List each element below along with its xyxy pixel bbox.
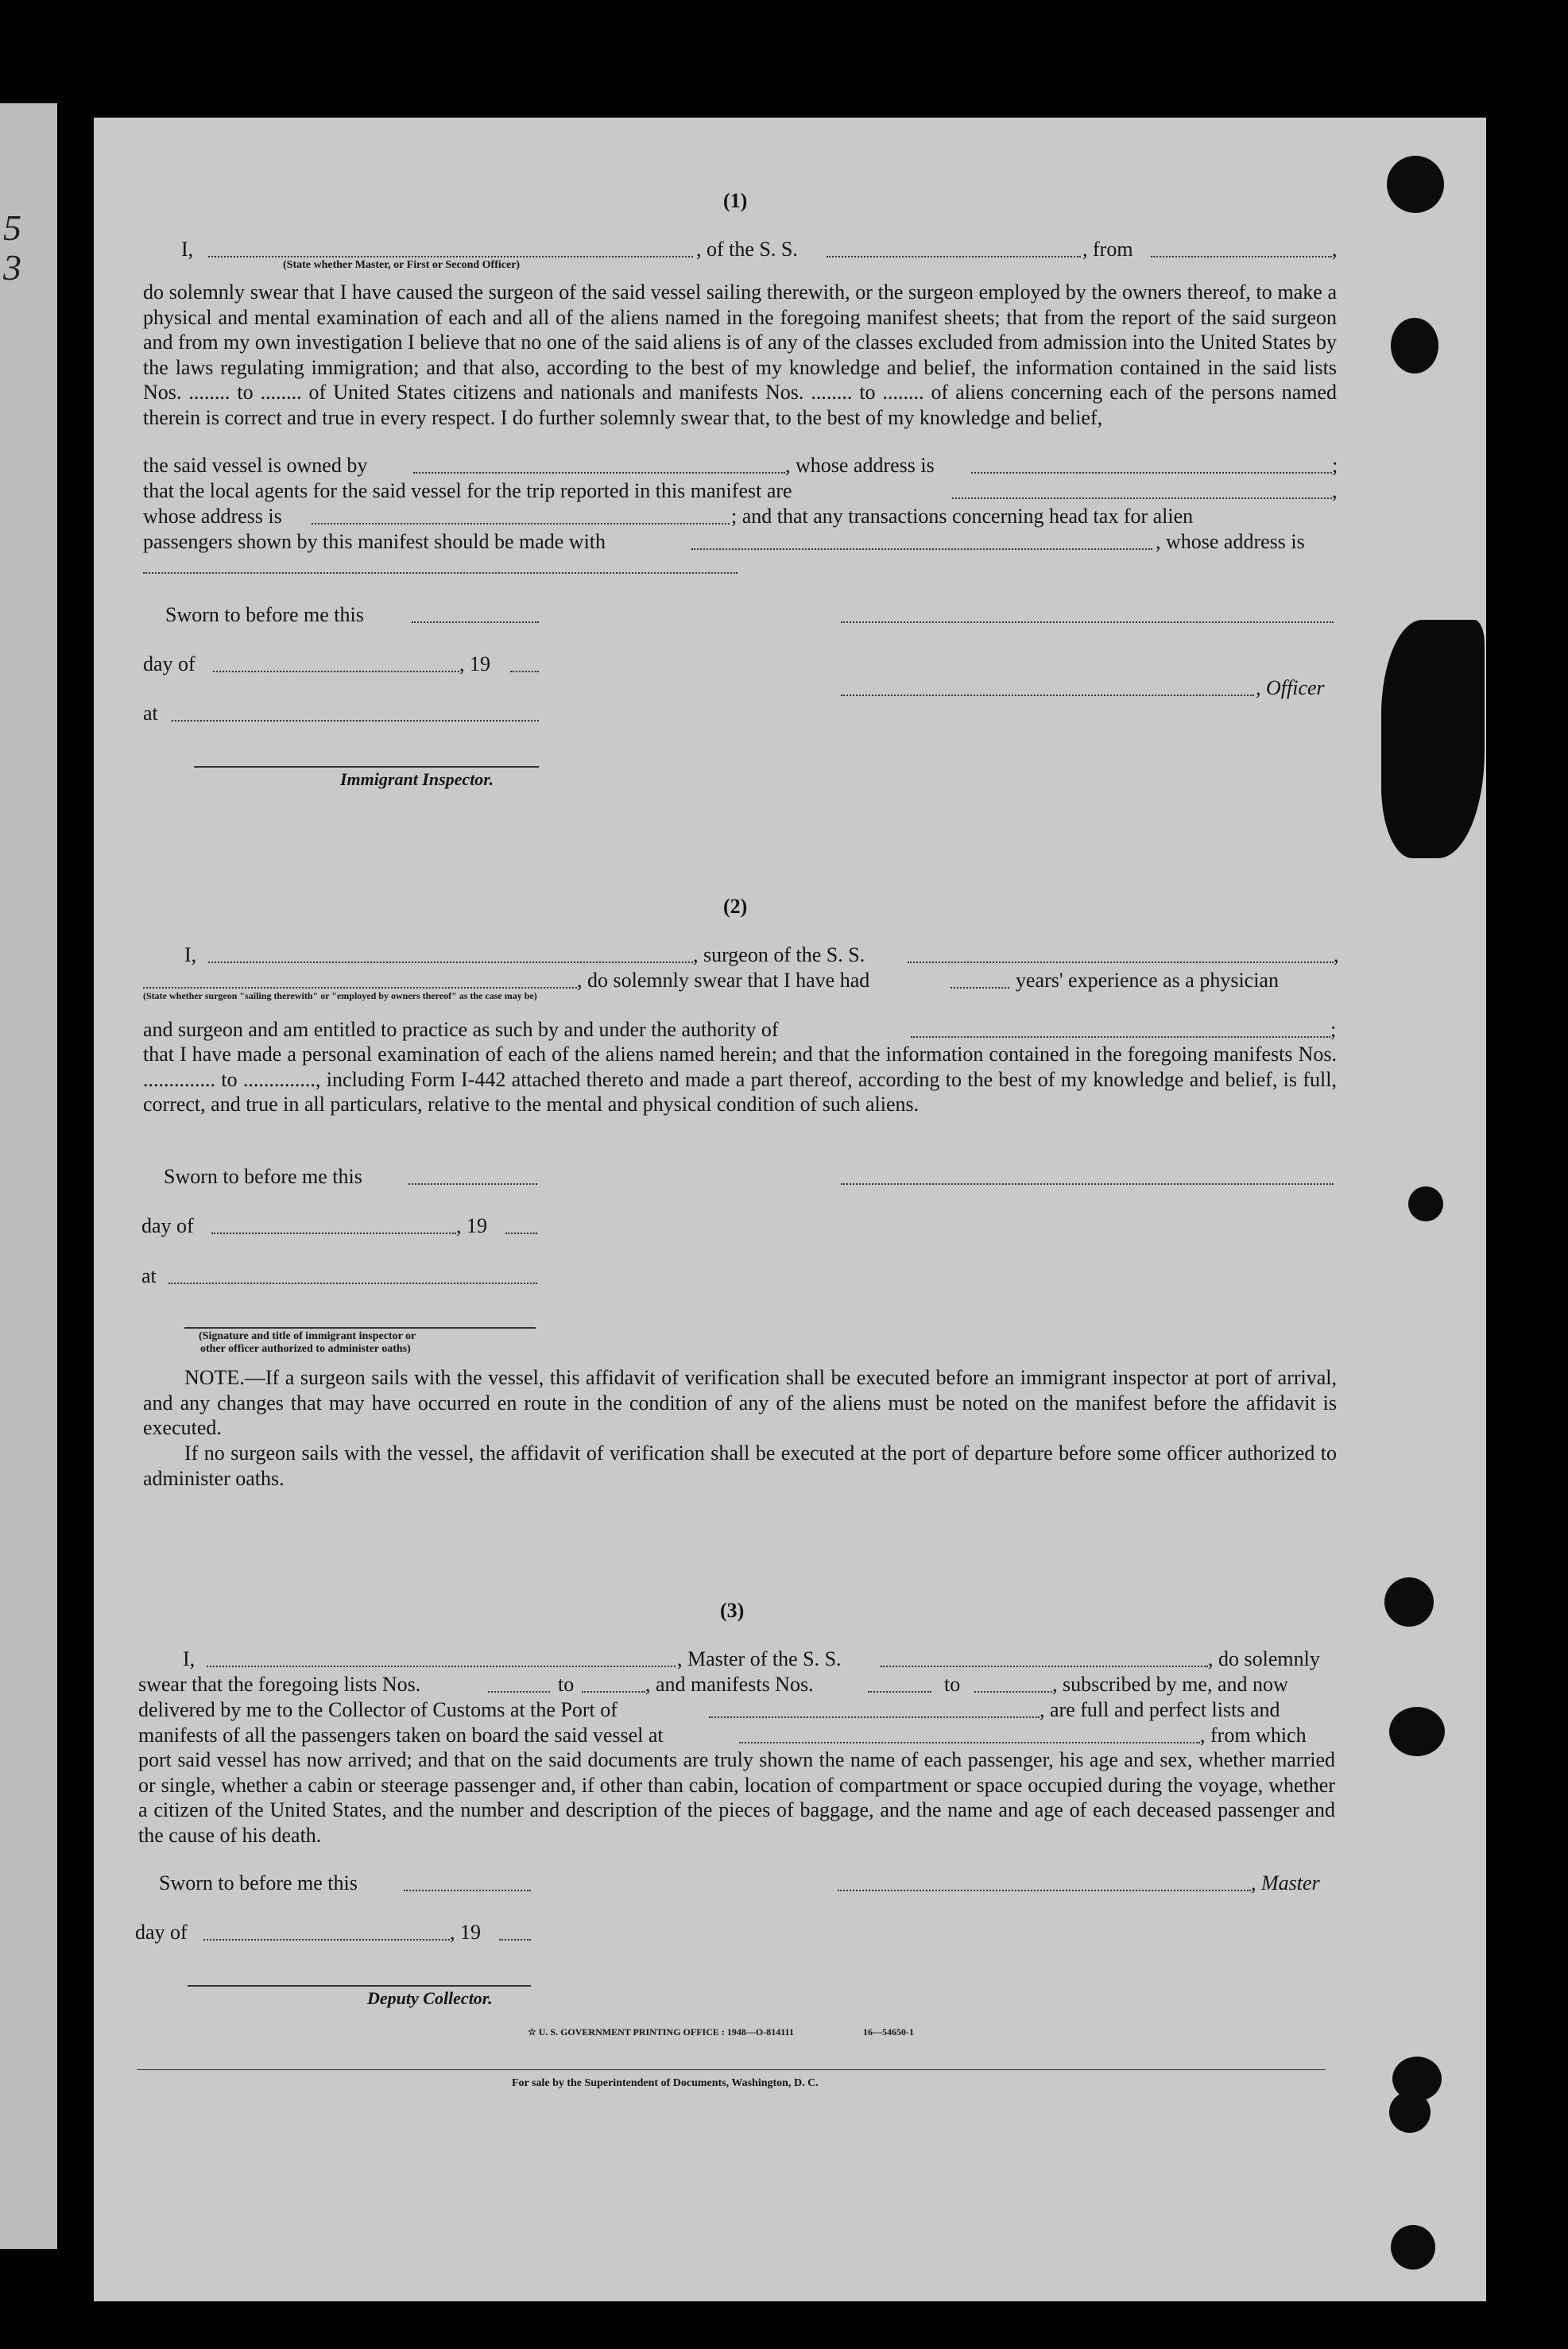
s3-year-label: , 19 — [450, 1921, 481, 1944]
footer-rule — [137, 2069, 1326, 2070]
s3-master-signature-field[interactable] — [838, 1890, 1251, 1891]
s1-inspector-label: Immigrant Inspector. — [340, 769, 494, 789]
s2-month-field[interactable] — [211, 1233, 456, 1234]
s2-authority-field[interactable] — [911, 1036, 1330, 1038]
s1-officer-label: , Officer — [1256, 676, 1325, 699]
s1-agents-label: that the local agents for the said vessel for the trip reported in this manifest are — [143, 479, 792, 502]
s2-swear-text: , do solemnly swear that I have had — [577, 969, 870, 992]
s2-sworn-label: Sworn to before me this — [164, 1165, 362, 1188]
s3-sworn-day-field[interactable] — [404, 1890, 531, 1891]
s1-whose-address-label: whose address is — [143, 505, 282, 528]
s3-to-1: to — [558, 1673, 575, 1696]
section-3-number: (3) — [720, 1599, 745, 1622]
punch-hole — [1384, 1577, 1434, 1627]
s1-head-tax-party-field[interactable] — [691, 548, 1152, 550]
s2-note-1-text: —If a surgeon sails with the vessel, this affidavit of verification shall be executed before an immigrant inspector at port of arrival, and any changes that may have occurred en route in the condition of any of the aliens must be noted on the manifest before the affidavit is executed. — [143, 1366, 1337, 1439]
s3-taken-label: manifests of all the passengers taken on board the said vessel at — [138, 1724, 664, 1747]
s3-departure-field[interactable] — [739, 1742, 1200, 1743]
document-page — [94, 118, 1486, 2301]
s3-sworn-label: Sworn to before me this — [159, 1871, 358, 1894]
s1-of-ss: , of the S. S. — [696, 238, 798, 261]
s3-name-field[interactable] — [207, 1666, 676, 1667]
s3-manifests-from-field[interactable] — [868, 1691, 931, 1693]
s1-from: , from — [1082, 238, 1133, 261]
s1-owner-address-field[interactable] — [971, 472, 1332, 474]
s1-whose-address-2: , whose address is — [1156, 530, 1305, 553]
s3-i: I, — [183, 1647, 196, 1670]
punch-hole — [1387, 156, 1444, 213]
s2-experience-text: years' experience as a physician — [1016, 969, 1279, 992]
s1-officer-signature-field[interactable] — [841, 621, 1334, 623]
s3-collector-signature-line[interactable] — [188, 1985, 531, 1987]
s1-passengers-label: passengers shown by this manifest should be made with — [143, 530, 606, 553]
s1-owner-address-label: , whose address is — [785, 454, 935, 477]
s1-agents-address-field[interactable] — [312, 523, 730, 524]
s3-collector-label: Deputy Collector. — [367, 1988, 493, 2008]
s1-at-label: at — [143, 702, 158, 725]
s1-i: I, — [181, 238, 194, 261]
form-number: 16—54650-1 — [863, 2026, 914, 2037]
margin-mark-2: 3 — [3, 247, 21, 288]
s2-role-field[interactable] — [143, 987, 577, 989]
s3-perfect-lists-text: , are full and perfect lists and — [1040, 1698, 1280, 1721]
s1-name-field[interactable] — [208, 256, 693, 257]
s2-authority-label: and surgeon and am entitled to practice as such by and under the authority of — [143, 1018, 779, 1041]
s3-lists-from-field[interactable] — [488, 1691, 550, 1693]
s2-year-label: , 19 — [456, 1214, 487, 1237]
s3-port-label: delivered by me to the Collector of Customs at the Port of — [138, 1698, 618, 1721]
s3-master-label: , Master — [1251, 1871, 1320, 1894]
punch-hole — [1391, 2225, 1435, 2270]
s1-comma-2: , — [1332, 479, 1338, 502]
s1-sworn-day-field[interactable] — [412, 621, 539, 623]
section-1-number: (1) — [723, 189, 748, 212]
s2-comma: , — [1334, 943, 1339, 966]
printing-office-line: ☆ U. S. GOVERNMENT PRINTING OFFICE : 1948—O-814111 — [528, 2026, 794, 2037]
s1-from-field[interactable] — [1151, 256, 1332, 257]
s3-oath-paragraph: port said vessel has now arrived; and that on the said documents are truly shown the name of each passenger, his age and sex, whether married or single, whether a cabin or steerage passenger and, if other than cabin, location of compartment or space occupied during the voyage, whether a citizen of the United States, and the number and description of the pieces of baggage, and the name and age of each deceased passenger and the cause of his death. — [138, 1748, 1335, 1847]
punch-hole — [1408, 1186, 1443, 1221]
s1-head-tax-text: ; and that any transactions concerning head tax for alien — [731, 505, 1194, 528]
s1-inspector-signature-line[interactable] — [194, 766, 539, 768]
s3-from-which: , from which — [1200, 1724, 1307, 1747]
s2-i: I, — [184, 943, 197, 966]
s2-year-field[interactable] — [505, 1233, 537, 1234]
s2-years-field[interactable] — [950, 987, 1009, 989]
s3-month-field[interactable] — [203, 1939, 450, 1941]
s2-semicolon: ; — [1330, 1018, 1337, 1041]
s2-name-field[interactable] — [208, 962, 693, 963]
s2-sworn-day-field[interactable] — [408, 1183, 537, 1185]
s3-lists-to-field[interactable] — [582, 1691, 645, 1693]
punch-hole — [1391, 318, 1438, 373]
s2-signature-note-2: other officer authorized to administer oaths) — [200, 1343, 411, 1355]
s2-surgeon-signature-field[interactable] — [841, 1183, 1334, 1185]
s3-manifests-to-field[interactable] — [974, 1691, 1052, 1693]
s3-lists-label: swear that the foregoing lists Nos. — [138, 1673, 421, 1696]
s2-oath-paragraph: that I have made a personal examination of each of the aliens named herein; and that the information contained in the foregoing manifests Nos. .............. to .............., including Form I-442 attached thereto and made a part thereof, according to the best of my knowledge and belief, is full, correct, and true in all particulars, relative to the mental and physical condition of such aliens. — [143, 1043, 1337, 1116]
s2-signature-note-1: (Signature and title of immigrant inspector or — [199, 1330, 416, 1342]
s1-month-field[interactable] — [213, 671, 459, 672]
s2-note-2: If no surgeon sails with the vessel, the affidavit of verification shall be executed at the port of departure before some officer authorized to administer oaths. — [143, 1442, 1337, 1490]
s2-at-label: at — [141, 1264, 157, 1287]
s1-officer-title-field[interactable] — [841, 695, 1254, 696]
s2-note-1 — [143, 1365, 1337, 1441]
s1-day-of-label: day of — [143, 652, 196, 675]
sale-notice: For sale by the Superintendent of Documents, Washington, D. C. — [512, 2077, 819, 2089]
s1-oath-paragraph: do solemnly swear that I have caused the surgeon of the said vessel sailing therewith, or the surgeon employed by the owners thereof, to make a physical and mental examination of each and all of the aliens named in the foregoing manifest sheets; that from the report of the said surgeon and from my own investigation I believe that no one of the said aliens is of any of the classes excluded from admission into the United States by the laws regulating immigration; and that also, according to the best of my knowledge and belief, the information contained in the said lists Nos. ........ to ........ of United States citizens and nationals and manifests Nos. ........ to ........ of aliens concerning each of the persons named therein is correct and true in every respect. I do further solemnly swear that, to the best of my knowledge and belief, — [143, 281, 1337, 429]
s3-to-2: to — [944, 1673, 961, 1696]
punch-hole — [1389, 2092, 1431, 2133]
s2-surgeon-of: , surgeon of the S. S. — [693, 943, 865, 966]
s3-port-field[interactable] — [709, 1716, 1040, 1718]
s2-intro-note: (State whether surgeon "sailing therewith" or "employed by owners thereof" as the case may be) — [143, 990, 537, 1001]
s1-owner-field[interactable] — [413, 472, 785, 474]
section-2-number: (2) — [723, 895, 748, 918]
s2-ship-field[interactable] — [908, 962, 1334, 963]
s1-year-field[interactable] — [510, 671, 539, 672]
s1-sworn-label: Sworn to before me this — [165, 603, 364, 626]
s3-solemnly: , do solemnly — [1208, 1647, 1320, 1670]
s3-manifests-label: , and manifests Nos. — [645, 1673, 814, 1696]
s3-ship-field[interactable] — [881, 1666, 1208, 1667]
s2-note-label: NOTE. — [184, 1366, 245, 1389]
s3-day-of-label: day of — [135, 1921, 188, 1944]
torn-edge — [1381, 620, 1485, 858]
margin-mark-1: 5 — [3, 207, 21, 248]
s1-ship-field[interactable] — [827, 256, 1081, 257]
punch-hole — [1389, 1707, 1445, 1756]
s1-year-label: , 19 — [459, 652, 490, 675]
left-margin-strip — [0, 103, 57, 2249]
s2-at-field[interactable] — [168, 1283, 537, 1284]
s3-subscribed-text: , subscribed by me, and now — [1052, 1673, 1288, 1696]
s1-agents-field[interactable] — [952, 497, 1332, 499]
s3-master-of: , Master of the S. S. — [677, 1647, 842, 1670]
s2-inspector-signature-line[interactable] — [184, 1327, 536, 1329]
s1-final-address-field[interactable] — [143, 572, 738, 574]
s1-intro-note: (State whether Master, or First or Second Officer) — [283, 259, 521, 271]
s1-at-field[interactable] — [172, 720, 539, 722]
s3-year-field[interactable] — [499, 1939, 531, 1941]
s1-owned-label: the said vessel is owned by — [143, 454, 368, 477]
s1-semicolon: ; — [1332, 454, 1338, 477]
s2-day-of-label: day of — [141, 1214, 194, 1237]
s1-comma: , — [1332, 238, 1338, 261]
